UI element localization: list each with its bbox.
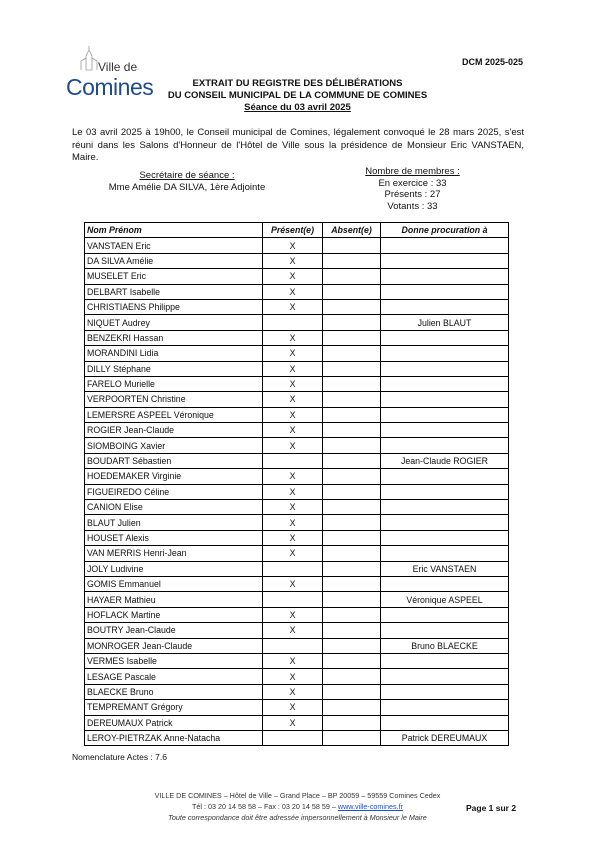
- absent-mark: [323, 653, 381, 668]
- header-present: Présent(e): [263, 223, 323, 238]
- logo-ville-text: Ville de: [98, 60, 138, 74]
- members-exercice: En exercice : 33: [378, 177, 447, 189]
- absent-mark: [323, 638, 381, 653]
- proxy-name: [381, 330, 509, 345]
- member-name: JOLY Ludivine: [85, 561, 263, 576]
- absent-mark: [323, 561, 381, 576]
- table-row: [85, 438, 509, 453]
- proxy-name: [381, 438, 509, 453]
- secretary-value: Mme Amélie DA SILVA, 1ère Adjointe: [108, 182, 266, 193]
- absent-mark: [323, 469, 381, 484]
- absent-mark: [323, 253, 381, 268]
- present-mark: [263, 638, 323, 653]
- member-name: HOEDEMAKER Virginie: [85, 469, 263, 484]
- table-row: [85, 669, 509, 684]
- member-name: BOUTRY Jean-Claude: [85, 623, 263, 638]
- member-name: DEREUMAUX Patrick: [85, 715, 263, 730]
- present-mark: X: [263, 253, 323, 268]
- proxy-name: [381, 299, 509, 314]
- absent-mark: [323, 438, 381, 453]
- document-heading: [70, 78, 525, 114]
- proxy-name: [381, 238, 509, 253]
- present-mark: X: [263, 376, 323, 391]
- proxy-name: [381, 469, 509, 484]
- table-row: [85, 299, 509, 314]
- proxy-name: [381, 376, 509, 391]
- present-mark: X: [263, 530, 323, 545]
- present-mark: X: [263, 623, 323, 638]
- present-mark: X: [263, 346, 323, 361]
- absent-mark: [323, 700, 381, 715]
- table-row: [85, 361, 509, 376]
- attendance-table: [84, 222, 509, 746]
- proxy-name: [381, 623, 509, 638]
- present-mark: X: [263, 269, 323, 284]
- church-icon: [78, 46, 100, 72]
- present-mark: X: [263, 299, 323, 314]
- member-name: BLAUT Julien: [85, 515, 263, 530]
- absent-mark: [323, 453, 381, 468]
- absent-mark: [323, 392, 381, 407]
- proxy-name: Bruno BLAECKE: [381, 638, 509, 653]
- table-row: [85, 407, 509, 422]
- proxy-name: [381, 392, 509, 407]
- proxy-name: [381, 715, 509, 730]
- table-row: [85, 515, 509, 530]
- table-row: [85, 653, 509, 668]
- present-mark: X: [263, 438, 323, 453]
- member-name: LEROY-PIETRZAK Anne-Natacha: [85, 730, 263, 745]
- table-row: [85, 730, 509, 745]
- absent-mark: [323, 315, 381, 330]
- present-mark: X: [263, 607, 323, 622]
- member-name: GOMIS Emmanuel: [85, 576, 263, 591]
- absent-mark: [323, 330, 381, 345]
- proxy-name: [381, 484, 509, 499]
- member-name: BENZEKRI Hassan: [85, 330, 263, 345]
- present-mark: X: [263, 700, 323, 715]
- table-row: [85, 592, 509, 607]
- present-mark: X: [263, 238, 323, 253]
- footer-address: VILLE DE COMINES – Hôtel de Ville – Grand Place – BP 20059 – 59559 Comines Cedex: [154, 791, 441, 800]
- proxy-name: [381, 607, 509, 622]
- member-name: TEMPREMANT Grégory: [85, 700, 263, 715]
- member-name: DELBART Isabelle: [85, 284, 263, 299]
- table-header-row: [85, 223, 509, 238]
- table-row: [85, 500, 509, 515]
- proxy-name: [381, 684, 509, 699]
- present-mark: X: [263, 546, 323, 561]
- present-mark: X: [263, 423, 323, 438]
- absent-mark: [323, 669, 381, 684]
- session-date: Séance du 03 avril 2025: [244, 102, 351, 113]
- proxy-name: Jean-Claude ROGIER: [381, 453, 509, 468]
- table-row: [85, 330, 509, 345]
- absent-mark: [323, 530, 381, 545]
- page-number: Page 1 sur 2: [466, 803, 517, 813]
- member-name: FIGUEIREDO Céline: [85, 484, 263, 499]
- member-name: DILLY Stéphane: [85, 361, 263, 376]
- member-name: MORANDINI Lidia: [85, 346, 263, 361]
- header-proxy: Donne procuration à: [381, 223, 509, 238]
- absent-mark: [323, 423, 381, 438]
- present-mark: [263, 315, 323, 330]
- members-presents: Présents : 27: [384, 189, 441, 200]
- nomenclature: Nomenclature Actes : 7.6: [72, 752, 167, 762]
- logo-comines-text: Comines: [66, 74, 154, 100]
- absent-mark: [323, 607, 381, 622]
- table-row: [85, 423, 509, 438]
- absent-mark: [323, 346, 381, 361]
- member-name: LEMERSRE ASPEEL Véronique: [85, 407, 263, 422]
- heading-line-1: EXTRAIT DU REGISTRE DES DÉLIBÉRATIONS: [192, 78, 403, 89]
- proxy-name: [381, 346, 509, 361]
- proxy-name: [381, 269, 509, 284]
- proxy-name: [381, 653, 509, 668]
- member-name: SIOMBOING Xavier: [85, 438, 263, 453]
- proxy-name: [381, 546, 509, 561]
- present-mark: X: [263, 684, 323, 699]
- members-votants: Votants : 33: [387, 200, 438, 212]
- member-name: BOUDART Sébastien: [85, 453, 263, 468]
- proxy-name: [381, 669, 509, 684]
- proxy-name: Véronique ASPEEL: [381, 592, 509, 607]
- table-row: [85, 346, 509, 361]
- member-name: VERMES Isabelle: [85, 653, 263, 668]
- proxy-name: [381, 361, 509, 376]
- absent-mark: [323, 515, 381, 530]
- table-row: [85, 469, 509, 484]
- members-block: [330, 166, 495, 212]
- proxy-name: [381, 423, 509, 438]
- member-name: CANION Elise: [85, 500, 263, 515]
- table-row: [85, 269, 509, 284]
- absent-mark: [323, 730, 381, 745]
- present-mark: [263, 453, 323, 468]
- heading-line-2: DU CONSEIL MUNICIPAL DE LA COMMUNE DE COMINES: [167, 90, 428, 101]
- table-row: [85, 561, 509, 576]
- table-row: [85, 623, 509, 638]
- absent-mark: [323, 500, 381, 515]
- present-mark: X: [263, 361, 323, 376]
- absent-mark: [323, 376, 381, 391]
- proxy-name: [381, 253, 509, 268]
- table-row: [85, 392, 509, 407]
- table-row: [85, 376, 509, 391]
- table-row: [85, 700, 509, 715]
- table-row: [85, 715, 509, 730]
- member-name: HOUSET Alexis: [85, 530, 263, 545]
- member-name: VANSTAEN Eric: [85, 238, 263, 253]
- absent-mark: [323, 592, 381, 607]
- proxy-name: [381, 576, 509, 591]
- secretary-label: Secrétaire de séance :: [139, 170, 235, 181]
- deliberation-reference: DCM 2025-025: [461, 57, 523, 67]
- present-mark: X: [263, 469, 323, 484]
- absent-mark: [323, 269, 381, 284]
- present-mark: X: [263, 576, 323, 591]
- table-row: [85, 315, 509, 330]
- table-row: [85, 576, 509, 591]
- member-name: ROGIER Jean-Claude: [85, 423, 263, 438]
- table-row: [85, 638, 509, 653]
- member-name: BLAECKE Bruno: [85, 684, 263, 699]
- proxy-name: [381, 407, 509, 422]
- proxy-name: [381, 700, 509, 715]
- members-label: Nombre de membres :: [365, 166, 460, 177]
- proxy-name: [381, 500, 509, 515]
- present-mark: X: [263, 669, 323, 684]
- present-mark: X: [263, 407, 323, 422]
- website-link[interactable]: www.ville-comines.fr: [337, 802, 403, 811]
- table-row: [85, 530, 509, 545]
- member-name: MONROGER Jean-Claude: [85, 638, 263, 653]
- table-row: [85, 284, 509, 299]
- header-name: Nom Prénom: [85, 223, 263, 238]
- absent-mark: [323, 299, 381, 314]
- absent-mark: [323, 284, 381, 299]
- present-mark: [263, 730, 323, 745]
- present-mark: X: [263, 653, 323, 668]
- present-mark: X: [263, 715, 323, 730]
- intro-paragraph: Le 03 avril 2025 à 19h00, le Conseil municipal de Comines, légalement convoqué le 28 mars 2025, s'est réuni dans les Salons d'Honneur de l'Hôtel de Ville sous la présidence de Monsieur Eric VANSTAEN, Maire.: [72, 127, 524, 163]
- proxy-name: Eric VANSTAEN: [381, 561, 509, 576]
- present-mark: X: [263, 515, 323, 530]
- footer-note: Toute correspondance doit être adressée impersonnellement à Monsieur le Maire: [168, 813, 427, 822]
- member-name: MUSELET Eric: [85, 269, 263, 284]
- proxy-name: [381, 515, 509, 530]
- table-row: [85, 453, 509, 468]
- member-name: HAYAER Mathieu: [85, 592, 263, 607]
- present-mark: X: [263, 392, 323, 407]
- absent-mark: [323, 484, 381, 499]
- member-name: DA SILVA Amélie: [85, 253, 263, 268]
- member-name: VERPOORTEN Christine: [85, 392, 263, 407]
- absent-mark: [323, 623, 381, 638]
- absent-mark: [323, 238, 381, 253]
- member-name: LESAGE Pascale: [85, 669, 263, 684]
- proxy-name: [381, 284, 509, 299]
- present-mark: X: [263, 330, 323, 345]
- present-mark: [263, 561, 323, 576]
- member-name: CHRISTIAENS Philippe: [85, 299, 263, 314]
- header-absent: Absent(e): [323, 223, 381, 238]
- present-mark: [263, 592, 323, 607]
- present-mark: X: [263, 484, 323, 499]
- present-mark: X: [263, 284, 323, 299]
- member-name: HOFLACK Martine: [85, 607, 263, 622]
- member-name: VAN MERRIS Henri-Jean: [85, 546, 263, 561]
- absent-mark: [323, 576, 381, 591]
- absent-mark: [323, 546, 381, 561]
- table-row: [85, 607, 509, 622]
- table-row: [85, 484, 509, 499]
- table-row: [85, 238, 509, 253]
- table-row: [85, 684, 509, 699]
- present-mark: X: [263, 500, 323, 515]
- proxy-name: Patrick DEREUMAUX: [381, 730, 509, 745]
- table-row: [85, 253, 509, 268]
- absent-mark: [323, 361, 381, 376]
- footer-phone-fax: Tél : 03 20 14 58 58 – Fax : 03 20 14 58 59 –: [192, 802, 338, 811]
- secretary-block: [72, 170, 302, 194]
- table-row: [85, 546, 509, 561]
- absent-mark: [323, 407, 381, 422]
- absent-mark: [323, 684, 381, 699]
- proxy-name: Julien BLAUT: [381, 315, 509, 330]
- proxy-name: [381, 530, 509, 545]
- absent-mark: [323, 715, 381, 730]
- member-name: FARELO Murielle: [85, 376, 263, 391]
- member-name: NIQUET Audrey: [85, 315, 263, 330]
